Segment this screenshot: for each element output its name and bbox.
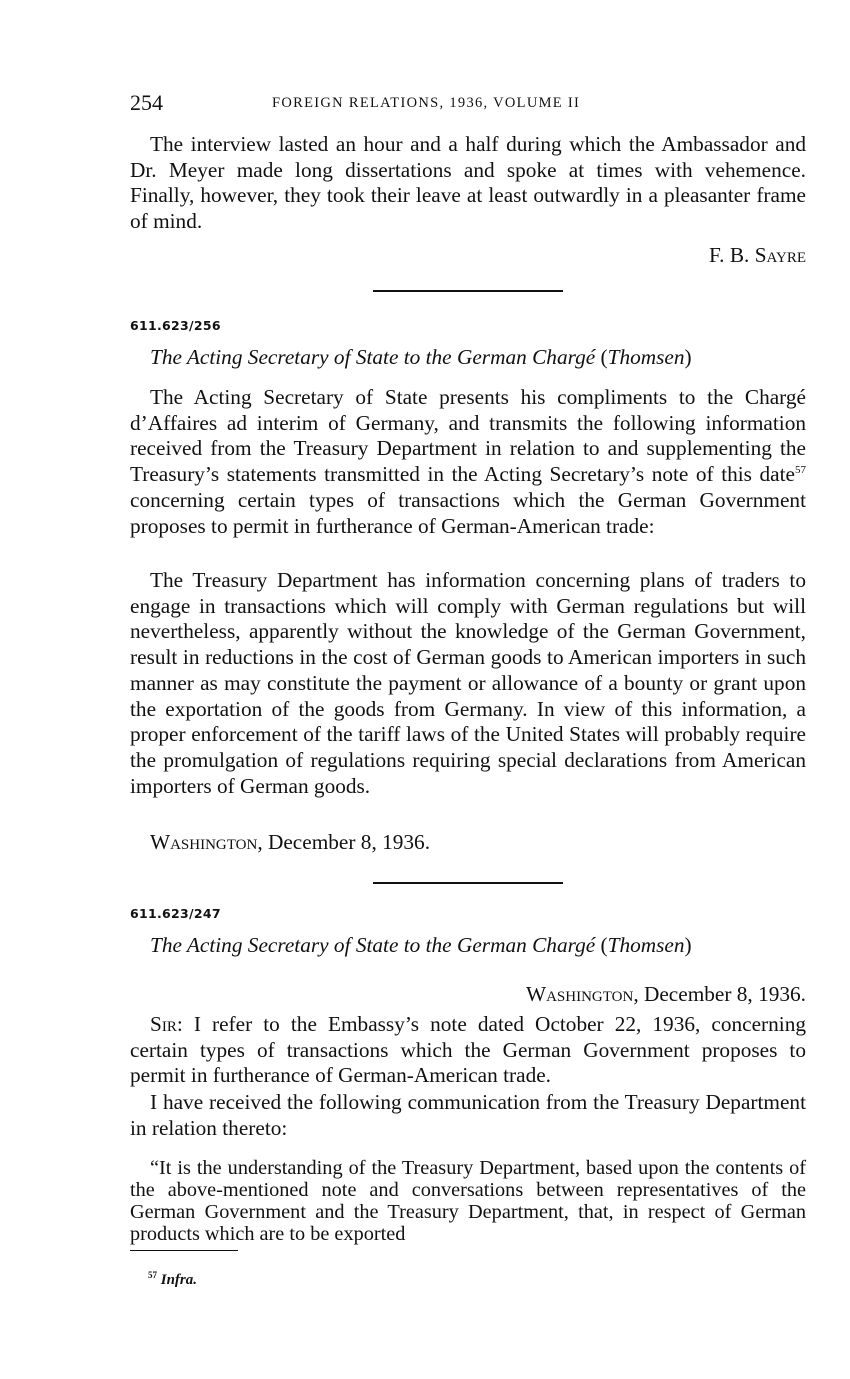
salutation: Sir bbox=[150, 1012, 177, 1036]
intro-paragraph: The interview lasted an hour and a half during which the Ambassador and Dr. Meyer made long dissertations and spoke at times with vehemence. Finally, however, they took their leave at least outwardly in a pleasanter frame of mind. bbox=[130, 132, 806, 234]
section-divider bbox=[373, 882, 563, 884]
footnote bbox=[148, 1270, 197, 1289]
quoted-paragraph: “It is the understanding of the Treasury Department, based upon the contents of the above-mentioned note and conversations between representatives of the German Government and the Treasury Department, that, in respect of German products which are to be exported bbox=[130, 1157, 806, 1245]
dateline-place: Washington bbox=[150, 830, 258, 854]
running-head bbox=[130, 90, 806, 116]
footnote-number: 57 bbox=[148, 1270, 157, 1280]
title-name: Thomsen bbox=[607, 933, 685, 957]
title-text: The Acting Secretary of State to the German Chargé bbox=[150, 933, 601, 957]
signature-initials: F. B. bbox=[709, 243, 755, 267]
body-paragraph: Sir: I refer to the Embassy’s note dated October 22, 1936, concerning certain types of transactions which the German Government proposes to permit in furtherance of German-American trade. bbox=[130, 1012, 806, 1088]
section-divider bbox=[373, 290, 563, 292]
footnote-text: Infra. bbox=[157, 1272, 198, 1288]
document-title: The Acting Secretary of State to the German Chargé (Thomsen) bbox=[150, 345, 692, 369]
signature bbox=[130, 243, 806, 269]
file-number: 611.623/256 bbox=[130, 318, 221, 333]
document-title: The Acting Secretary of State to the German Chargé (Thomsen) bbox=[150, 933, 692, 957]
body-paragraph: The Treasury Department has information concerning plans of traders to engage in transactions which will comply with German regulations but will nevertheless, apparently without the knowledge of the German Government, result in reductions in the cost of German goods to American importers in such manner as may constitute the payment or allowance of a bounty or grant upon the exportation of the goods from Germany. In view of this information, a proper enforcement of the tariff laws of the United States will probably require the promulgation of regulations requiring special declarations from American importers of German goods. bbox=[130, 568, 806, 798]
dateline-place: Washington bbox=[525, 982, 634, 1006]
running-title: FOREIGN RELATIONS, 1936, VOLUME II bbox=[272, 95, 581, 111]
title-name: Thomsen bbox=[607, 345, 685, 369]
dateline-date: , December 8, 1936. bbox=[257, 830, 431, 854]
page-number: 254 bbox=[130, 90, 163, 115]
dateline bbox=[130, 982, 806, 1008]
footnote-divider bbox=[130, 1250, 238, 1251]
body-paragraph: The Acting Secretary of State presents his compliments to the Chargé d’Affaires ad interim of Germany, and transmits the following information received from the Treasury Department in relation to and supplementing the Treasury’s statements transmitted in the Acting Secretary’s note of this date$^{57}$ concerning certain types of transactions which the German Government proposes to permit in furtherance of German-American trade: bbox=[130, 385, 806, 538]
file-number: 611.623/247 bbox=[130, 906, 221, 921]
signature-name: Sayre bbox=[754, 243, 806, 267]
dateline-date: , December 8, 1936. bbox=[633, 982, 806, 1006]
body-paragraph: I have received the following communication from the Treasury Department in relation thereto: bbox=[130, 1090, 806, 1140]
title-text: The Acting Secretary of State to the German Chargé bbox=[150, 345, 601, 369]
dateline bbox=[130, 830, 806, 856]
document-page bbox=[130, 0, 806, 1379]
footnote-reference: 57 bbox=[795, 464, 806, 477]
